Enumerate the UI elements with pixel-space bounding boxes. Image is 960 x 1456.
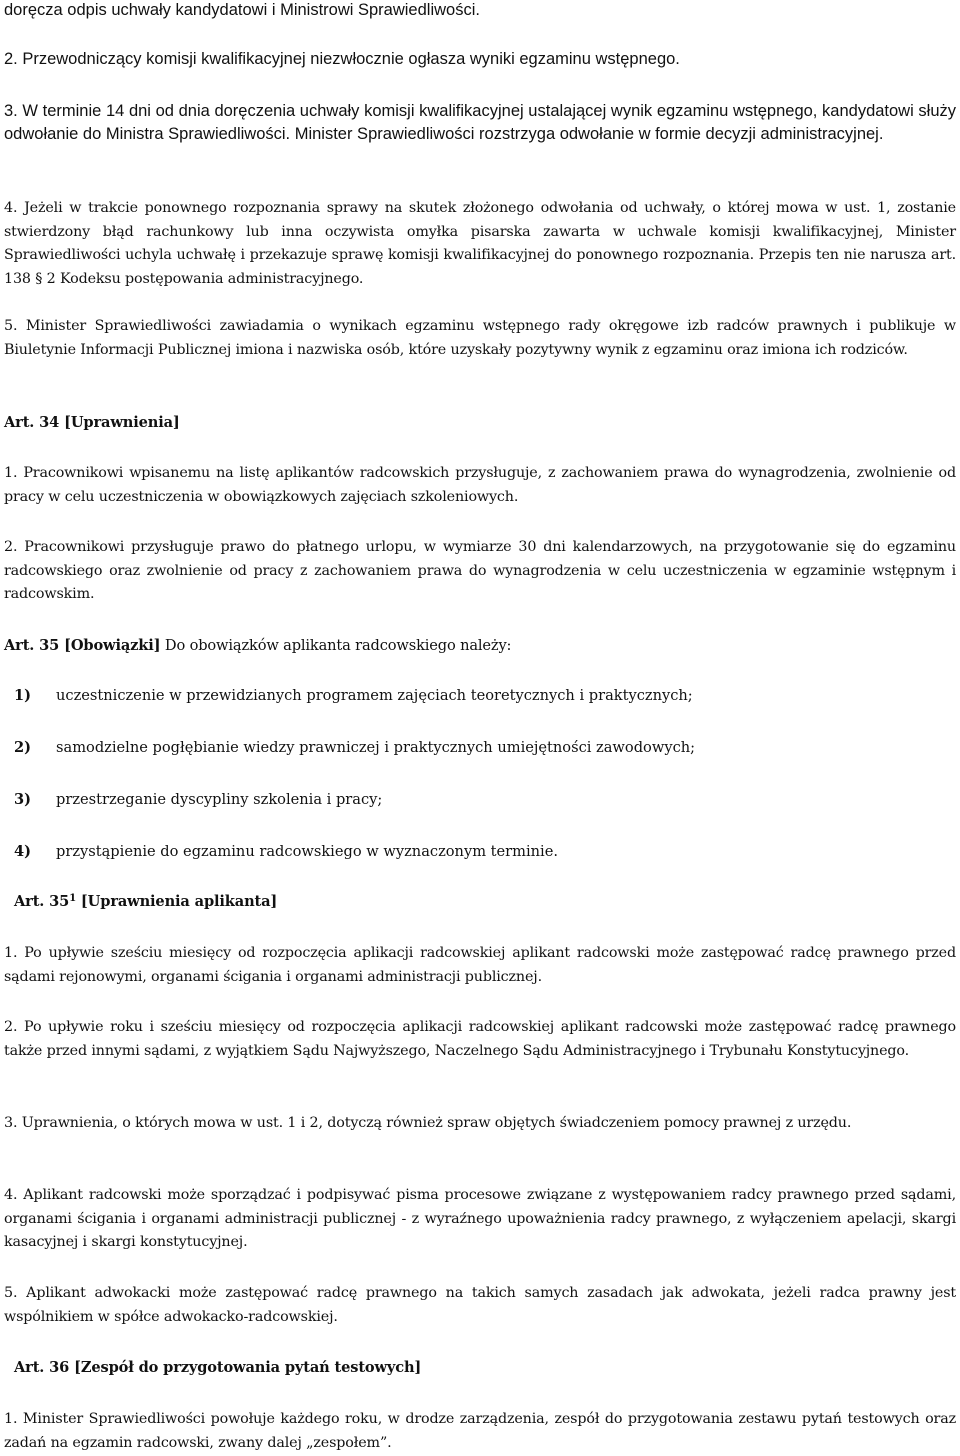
art35-intro: Do obowiązków aplikanta radcowskiego należy: [160,637,512,654]
paragraph-ust-5: 5. Minister Sprawiedliwości zawiadamia o wynikach egzaminu wstępnego rady okręgowe izb radców prawnych i publikuje w Biuletynie Informacji Publicznej imiona i nazwiska osób, które uzyskały pozytywny wynik z egzaminu oraz imiona ich rodziców. [4,318,956,358]
art36-paragraph-1: 1. Minister Sprawiedliwości powołuje każdego roku, w drodze zarządzenia, zespół do przygotowania zestawu pytań testowych oraz zadań na egzamin radcowski, zwany dalej „zespołem”. [4,1411,956,1451]
list-item-text: przystąpienie do egzaminu radcowskiego w wyznaczonym terminie. [56,843,558,860]
art351-heading [14,890,956,914]
paragraph-intro: doręcza odpis uchwały kandydatowi i Ministrowi Sprawiedliwości. [4,1,480,19]
art351-heading-sup: 1 [69,893,76,904]
list-item [14,788,956,812]
list-item [14,736,956,760]
list-item-text: samodzielne pogłębianie wiedzy prawniczej i praktycznych umiejętności zawodowych; [56,739,696,756]
art34-paragraph-1: 1. Pracownikowi wpisanemu na listę aplikantów radcowskich przysługuje, z zachowaniem prawa do wynagrodzenia, zwolnienie od pracy w celu uczestniczenia w obowiązkowych zajęciach szkoleniowych. [4,465,956,505]
paragraph-ust-2: 2. Przewodniczący komisji kwalifikacyjnej niezwłocznie ogłasza wyniki egzaminu wstępnego. [4,50,680,68]
list-item-text: uczestniczenie w przewidzianych programem zajęciach teoretycznych i praktycznych; [56,687,693,704]
art34-paragraph-2: 2. Pracownikowi przysługuje prawo do płatnego urlopu, w wymiarze 30 dni kalendarzowych, na przygotowanie się do egzaminu radcowskiego oraz zwolnienie od pracy z zachowaniem prawa do wynagrodzenia w celu uczestniczenia w egzaminie wstępnym i radcowskim. [4,539,956,602]
paragraph-ust-4: 4. Jeżeli w trakcie ponownego rozpoznania sprawy na skutek złożonego odwołania od uchwały, o której mowa w ust. 1, zostanie stwierdzony błąd rachunkowy lub inna oczywista omyłka pisarska zawarta w uchwale komisji kwalifikacyjnej, Minister Sprawiedliwości uchyla uchwałę i przekazuje sprawę komisji kwalifikacyjnej do ponownego rozpoznania. Przepis ten nie narusza art. 138 § 2 Kodeksu postępowania administracyjnego. [4,200,956,287]
list-item-number: 2) [14,739,32,756]
art351-heading-post: [Uprawnienia aplikanta] [76,893,278,910]
art35-paragraph [4,634,956,658]
list-item [14,684,956,708]
art351-paragraph-1: 1. Po upływie sześciu miesięcy od rozpoczęcia aplikacji radcowskiej aplikant radcowski może zastępować radcę prawnego przed sądami rejonowymi, organami ścigania i organami administracji publicznej. [4,945,956,985]
art351-paragraph-4: 4. Aplikant radcowski może sporządzać i podpisywać pisma procesowe związane z występowaniem radcy prawnego przed sądami, organami ścigania i organami administracji publicznej - z wyraźnego upoważnienia radcy prawnego, z wyłączeniem apelacji, skargi kasacyjnej i skargi konstytucyjnej. [4,1187,956,1250]
art34-heading: Art. 34 [Uprawnienia] [4,414,180,431]
list-item-number: 1) [14,687,32,704]
list-item-number: 4) [14,843,32,860]
art351-paragraph-3: 3. Uprawnienia, o których mowa w ust. 1 i 2, dotyczą również spraw objętych świadczeniem pomocy prawnej z urzędu. [4,1115,852,1131]
list-item-text: przestrzeganie dyscypliny szkolenia i pracy; [56,791,383,808]
paragraph-ust-3: 3. W terminie 14 dni od dnia doręczenia uchwały komisji kwalifikacyjnej ustalającej wynik egzaminu wstępnego, kandydatowi służy odwołanie do Ministra Sprawiedliwości. Minister Sprawiedliwości rozstrzyga odwołanie w formie decyzji administracyjnej. [4,102,956,143]
art351-paragraph-5: 5. Aplikant adwokacki może zastępować radcę prawnego na takich samych zasadach jak adwokata, jeżeli radca prawny jest wspólnikiem w spółce adwokacko-radcowskiej. [4,1285,956,1325]
list-item-number: 3) [14,791,32,808]
art351-paragraph-2: 2. Po upływie roku i sześciu miesięcy od rozpoczęcia aplikacji radcowskiej aplikant radcowski może zastępować radcę prawnego także przed innymi sądami, z wyjątkiem Sądu Najwyższego, Naczelnego Sądu Administracyjnego i Trybunału Konstytucyjnego. [4,1019,956,1059]
art35-heading: Art. 35 [Obowiązki] [4,637,161,654]
list-item [14,840,956,864]
art36-heading: Art. 36 [Zespół do przygotowania pytań testowych] [14,1359,422,1376]
art351-heading-pre: Art. 35 [14,893,70,910]
